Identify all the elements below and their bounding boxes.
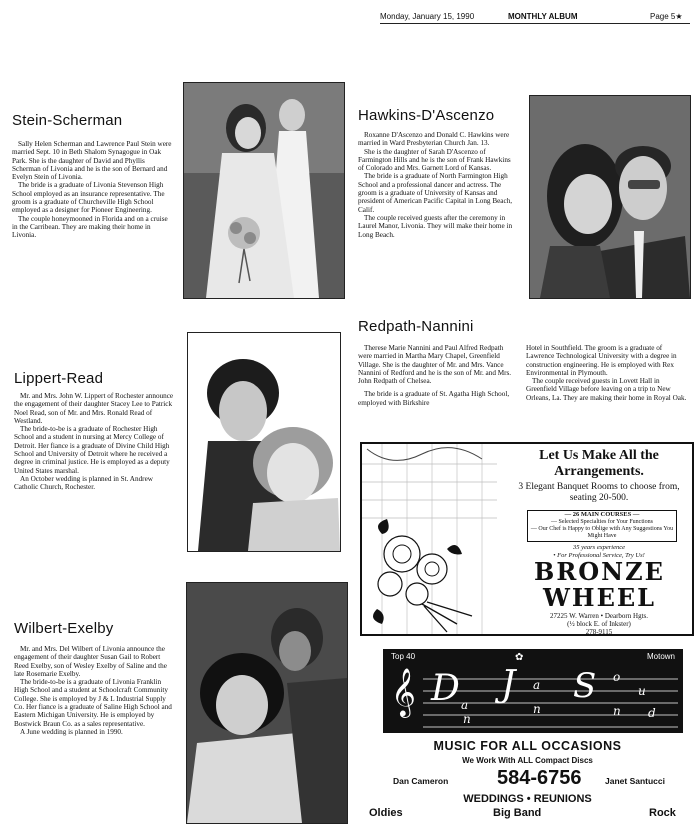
dj-letter: n	[533, 702, 541, 716]
lippert-engagement-photo	[187, 332, 341, 552]
dj-weddings-line: WEDDINGS • REUNIONS	[463, 793, 592, 805]
lippert-article	[14, 392, 174, 492]
wilbert-paragraph: The bride-to-be is a graduate of Livonia Franklin High School and a student at Schoolcraft Community College. She is employed by J & L Industrial Supply Co. Her fiance is a graduate of Saline High School and Eastern Michigan University. He is employed by Bostwick Braun Co. as a sales representative.	[14, 678, 172, 728]
stein-paragraph: The couple honeymooned in Florida and on a cruise in the Carribean. They are making their home in Livonia.	[12, 214, 168, 240]
bronze-wheel-ad	[360, 442, 694, 636]
wilbert-engagement-photo	[186, 582, 348, 824]
flower-icon: ✿	[515, 652, 524, 663]
hawkins-headline: Hawkins-D'Ascenzo	[358, 107, 495, 124]
ad-banquet-rooms: 3 Elegant Banquet Rooms to choose from, seating 20-500.	[518, 482, 680, 503]
dj-letter: a	[461, 698, 469, 712]
ad-courses-line: — Selected Specialties for Your Functions	[551, 519, 653, 525]
redpath-paragraph: Hotel in Southfield. The groom is a graduate of Lawrence Technological University with a degree in construction engineering. He is employed with Rex Environmental in Plymouth.	[526, 344, 677, 377]
redpath-article-col1	[358, 344, 516, 407]
dj-left-name: Dan Cameron	[393, 776, 449, 786]
dj-letter: a	[533, 678, 541, 692]
lippert-headline: Lippert-Read	[14, 370, 104, 387]
dj-ad	[365, 645, 690, 835]
floral-bouquet-illustration	[362, 444, 497, 634]
ad-block-note: (½ block E. of Inkster)	[567, 620, 631, 628]
redpath-paragraph: The bride is a graduate of St. Agatha High School, employed with Birkshire	[358, 390, 510, 407]
stein-headline: Stein-Scherman	[12, 112, 123, 129]
hawkins-article	[358, 131, 516, 239]
dj-bigband: Big Band	[493, 807, 542, 819]
hawkins-paragraph: The couple received guests after the ceremony in Laurel Manor, Livonia. They will make their home in Long Beach.	[358, 213, 513, 239]
dj-letter: n	[463, 712, 471, 726]
dj-right-name: Janet Santucci	[605, 776, 665, 786]
dj-oldies: Oldies	[369, 807, 403, 819]
section-name: MONTHLY ALBUM	[508, 12, 578, 21]
ad-address-block	[510, 612, 688, 636]
wilbert-paragraph: A June wedding is planned in 1990.	[20, 727, 123, 736]
dj-letter: o	[613, 670, 621, 684]
hawkins-paragraph: The bride is a graduate of North Farmington High School and a professional dancer and actress. The groom is a graduate of University of Kansas and president of American Pacific Capital in Long Beach, Calif.	[358, 172, 513, 214]
issue-date: Monday, January 15, 1990	[380, 12, 475, 21]
dj-banner	[383, 649, 683, 733]
header-rule	[380, 23, 690, 24]
lippert-paragraph: An October wedding is planned in St. Andrew Catholic Church, Rochester.	[14, 474, 153, 492]
dj-top40-label: Top 40	[391, 652, 416, 661]
bronze-wheel-logo: BRONZE WHEEL	[534, 557, 665, 612]
dj-phone: 584-6756	[497, 767, 582, 789]
redpath-article-col2	[526, 344, 688, 402]
dj-letter: D	[431, 668, 460, 709]
ad-service-line: • For Professional Service, Try Us!	[553, 552, 645, 559]
treble-clef-icon: 𝄞	[391, 667, 416, 716]
dj-motown-label: Motown	[646, 652, 675, 661]
ad-courses-title: — 26 MAIN COURSES —	[564, 511, 640, 518]
stein-wedding-photo	[183, 82, 345, 299]
dj-rock: Rock	[649, 807, 676, 819]
stein-paragraph: The bride is a graduate of Livonia Stevenson High School employed as an insurance representative. The groom is a graduate of Churcheville High School employed as a designer for Pioneer Engineering.	[12, 181, 165, 215]
dj-letter: u	[638, 684, 646, 698]
ad-courses-line: — Our Chef is Happy to Oblige with Any Suggestions You Might Have	[530, 526, 674, 539]
dj-music-line: MUSIC FOR ALL OCCASIONS	[433, 739, 622, 753]
ad-experience-years: 35 years experience	[573, 544, 625, 551]
stein-paragraph: Sally Helen Scherman and Lawrence Paul Stein were married Sept. 10 in Beth Shalom Synagogue in Oak Park. She is the daughter of David and Phyllis Scherman of Livonia and he is the son of Bernard and Evelyn Stein of Livonia.	[12, 140, 172, 182]
lippert-paragraph: Mr. and Mrs. John W. Lippert of Rochester announce the engagement of their daughter Stacey Lee to Patrick Noel Read, son of Mr. and Mrs. Ronald Read of Westland.	[14, 392, 174, 425]
wilbert-headline: Wilbert-Exelby	[14, 620, 114, 637]
redpath-headline: Redpath-Nannini	[358, 318, 474, 335]
page-number: Page 5★	[650, 12, 683, 21]
redpath-paragraph: The couple received guests in Lovett Hall in Greenfield Village before leaving on a trip to New Orleans, La. They are making their home in Royal Oak.	[526, 377, 687, 402]
wilbert-article	[14, 645, 174, 736]
dj-letter: n	[613, 704, 621, 718]
dj-letter: d	[648, 706, 656, 720]
lippert-paragraph: The bride-to-be is a graduate of Rochester High School and a student in nursing at Mercy College of Detroit. Her fiance is a graduate of Divine Child High School and University of Detroit where he received a degree in criminal justice. He is employed as a deputy United States marshal.	[14, 425, 170, 475]
dj-letter: J	[501, 664, 516, 705]
ad-headline: Let Us Make All the Arrangements.	[539, 448, 659, 479]
ad-courses-box	[527, 510, 677, 542]
redpath-paragraph: Therese Marie Nannini and Paul Alfred Redpath were married in Martha Mary Chapel, Greenfield Village. She is the daughter of Mr. and Mrs. Vance Nannini of Redford and he is the son of Mr. and Mrs. John Redpath of Chelsea.	[358, 344, 512, 386]
stein-article	[12, 140, 172, 240]
ad-address: 27225 W. Warren • Dearborn Hgts.	[550, 612, 648, 620]
wilbert-paragraph: Mr. and Mrs. Del Wilbert of Livonia announce the engagement of their daughter Susan Gail to Robert Reed Exelby, son of Wesley Exelby of Saline and the late Rosemarie Exelby.	[14, 645, 167, 678]
dj-discs-line: We Work With ALL Compact Discs	[462, 756, 593, 765]
ad-phone: 278-9115	[585, 628, 613, 636]
dj-letter: S	[573, 666, 597, 706]
hawkins-paragraph: Roxanne D'Ascenzo and Donald C. Hawkins were married in Ward Presbyterian Church Jan. 13.	[358, 131, 510, 148]
hawkins-paragraph: She is the daughter of Sarah D'Ascenzo of Farmington Hills and he is the son of Frank Hawkins of Colorado and Mrs. Garnett Lord of Kansas.	[358, 147, 511, 173]
hawkins-couple-photo	[529, 95, 691, 299]
